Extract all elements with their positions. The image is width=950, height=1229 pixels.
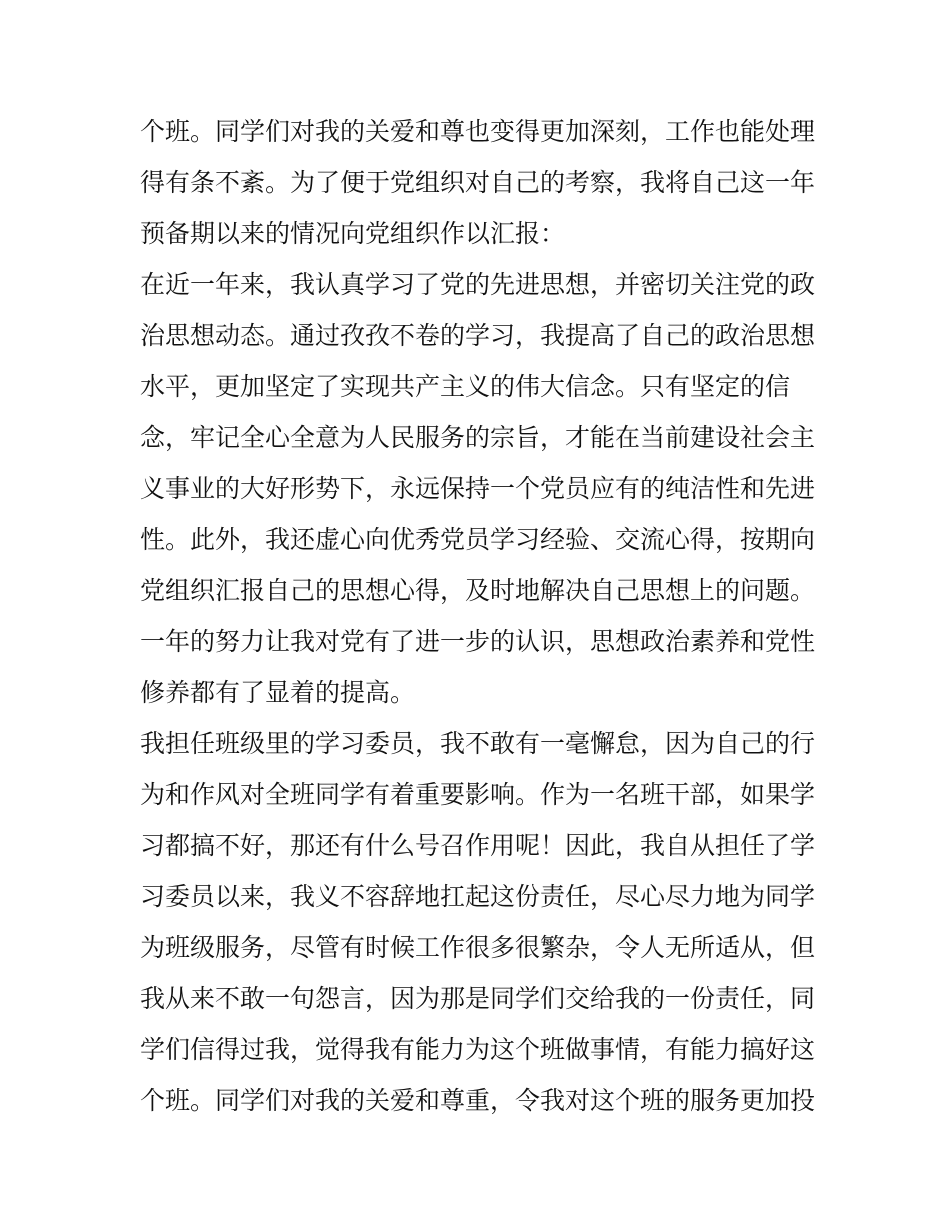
- text-line-5: 治思想动态。通过孜孜不卷的学习，我提高了自己的政治思想: [140, 321, 816, 350]
- text-line-9: 性。此外，我还虚心向优秀党员学习经验、交流心得，按期向: [140, 525, 816, 554]
- text-line-17: 为班级服务，尽管有时候工作很多很繁杂，令人无所适从，但: [140, 933, 816, 962]
- text-line-11: 一年的努力让我对党有了进一步的认识，思想政治素养和党性: [140, 627, 816, 656]
- document-body: [140, 106, 820, 1126]
- text-line-6: 水平，更加坚定了实现共产主义的伟大信念。只有坚定的信: [140, 372, 791, 401]
- text-line-19: 学们信得过我，觉得我有能力为这个班做事情，有能力搞好这: [140, 1035, 816, 1064]
- text-line-18: 我从来不敢一句怨言，因为那是同学们交给我的一份责任，同: [140, 984, 816, 1013]
- text-line-2: 得有条不紊。为了便于党组织对自己的考察，我将自己这一年: [140, 168, 816, 197]
- text-line-13: 我担任班级里的学习委员，我不敢有一毫懈怠，因为自己的行: [140, 729, 816, 758]
- text-line-20: 个班。同学们对我的关爱和尊重，令我对这个班的服务更加投: [140, 1086, 816, 1115]
- text-line-1: 个班。同学们对我的关爱和尊也变得更加深刻，工作也能处理: [140, 117, 816, 146]
- text-line-8: 义事业的大好形势下，永远保持一个党员应有的纯洁性和先进: [140, 474, 816, 503]
- text-line-4: 在近一年来，我认真学习了党的先进思想，并密切关注党的政: [140, 270, 816, 299]
- text-line-14: 为和作风对全班同学有着重要影响。作为一名班干部，如果学: [140, 780, 816, 809]
- text-line-10: 党组织汇报自己的思想心得，及时地解决自己思想上的问题。: [140, 576, 816, 605]
- text-line-3: 预备期以来的情况向党组织作以汇报：: [140, 219, 566, 248]
- text-line-15: 习都搞不好，那还有什么号召作用呢！因此，我自从担任了学: [140, 831, 816, 860]
- text-line-7: 念，牢记全心全意为人民服务的宗旨，才能在当前建设社会主: [140, 423, 816, 452]
- text-line-16: 习委员以来，我义不容辞地扛起这份责任，尽心尽力地为同学: [140, 882, 816, 911]
- text-line-12: 修养都有了显着的提高。: [140, 678, 416, 707]
